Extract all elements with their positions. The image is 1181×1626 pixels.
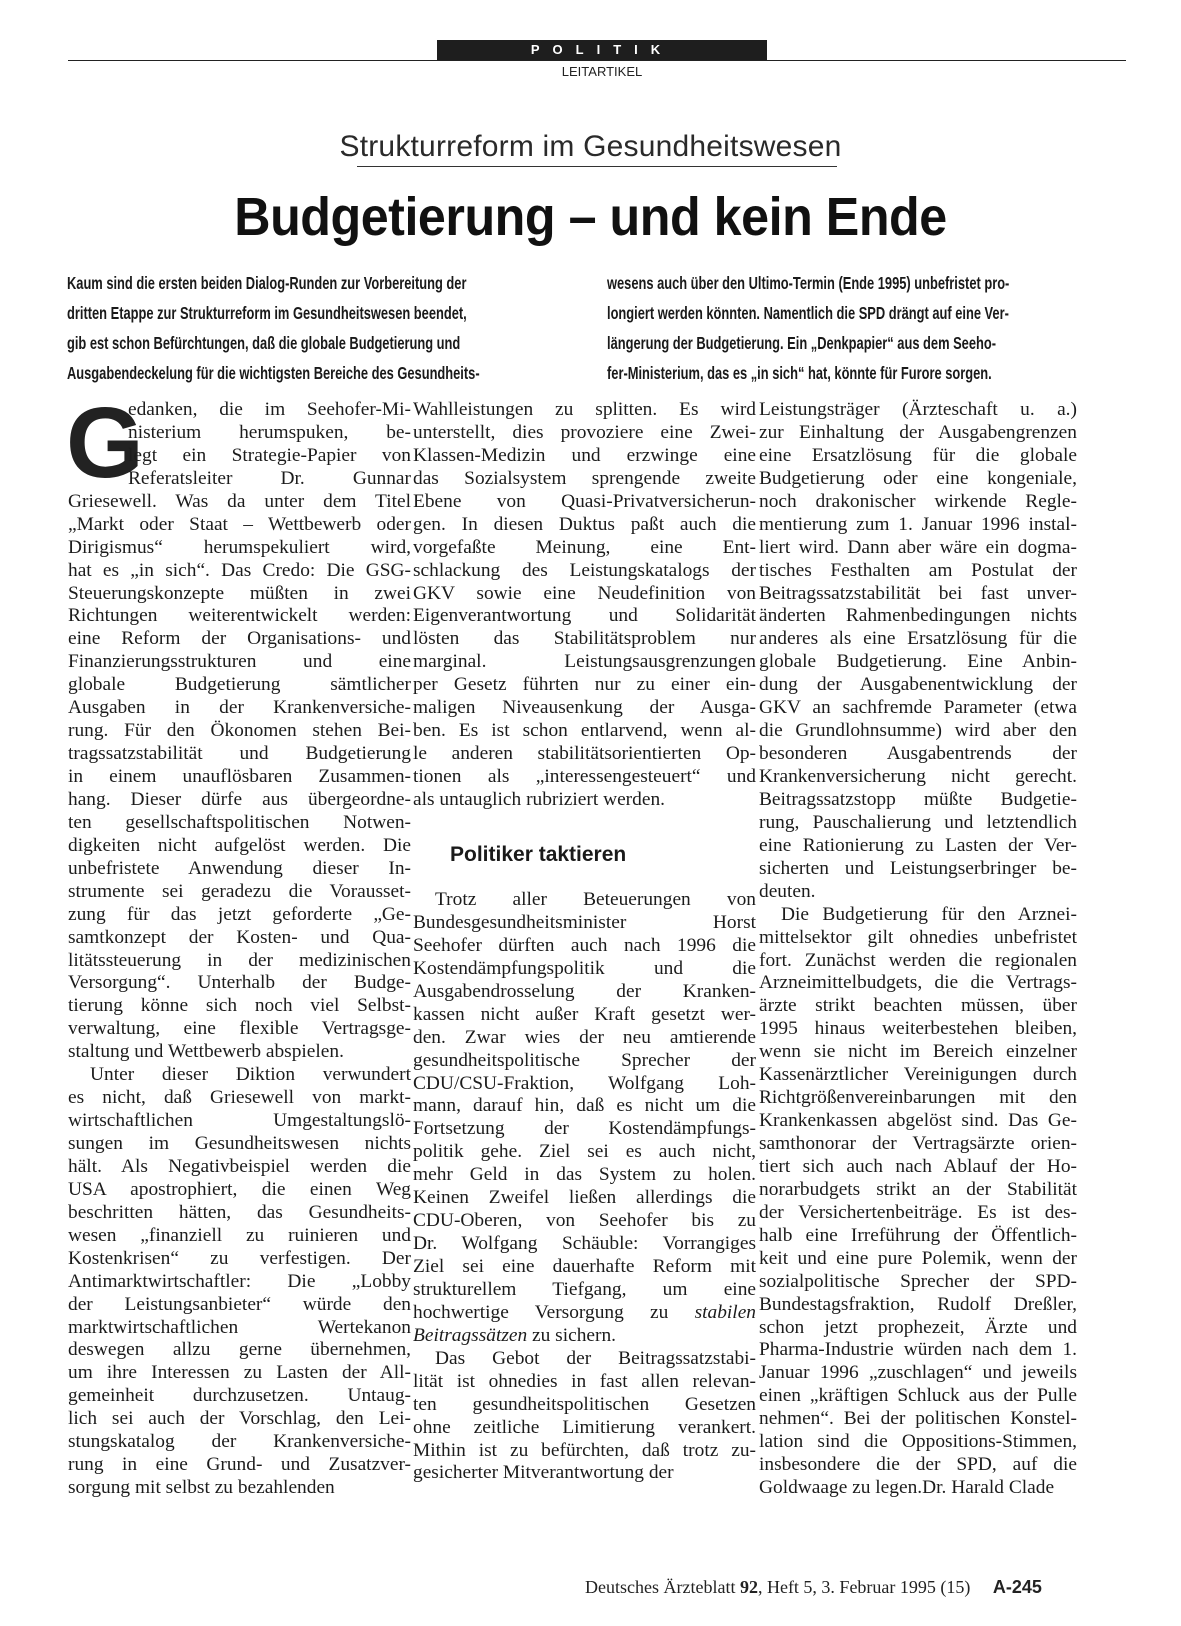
text-line: rung in eine Grund- und Zusatzver-	[68, 1454, 411, 1476]
text-line: dung der Ausgabenentwicklung der	[759, 674, 1077, 696]
italic-fragment: Beitragssätzen	[413, 1324, 528, 1346]
text-line: strumente sei geradezu die Vorausset-	[68, 880, 411, 902]
text-line: tiert sich auch nach Ablauf der Ho-	[759, 1155, 1077, 1177]
text-line: Unter dieser Diktion verwundert	[90, 1064, 411, 1086]
text-line: Budgetierung oder eine kongeniale,	[759, 467, 1077, 489]
text-line: marktwirtschaftlichen Wertekanon	[68, 1316, 411, 1338]
text-line: marginal. Leistungsausgrenzungen	[413, 651, 756, 673]
text-line: Krankenkassen abgelöst sind. Das Ge-	[759, 1110, 1077, 1132]
kicker: Strukturreform im Gesundheitswesen	[339, 130, 842, 163]
text-line: eine Ersatzlösung für die globale	[759, 444, 1077, 466]
text-line: keit und eine pure Polemik, wenn der	[759, 1247, 1077, 1269]
text-line: Eigenverantwortung und Solidarität	[413, 605, 756, 627]
text-line: Referatsleiter Dr. Gunnar	[128, 467, 411, 489]
text-line: wirtschaftlichen Umgestaltungslö-	[68, 1110, 411, 1132]
text-line: Keinen Zweifel ließen allerdings die	[413, 1187, 756, 1209]
text-line: eine Reform der Organisations- und	[68, 628, 411, 650]
text-line: gesicherter Mitverantwortung der	[413, 1462, 674, 1484]
text-line: globale Budgetierung sämtlicher	[68, 674, 411, 696]
text-line: unterstellt, dies provoziere eine Zwei-	[413, 421, 756, 443]
text-line: litätssteuerung in der medizinischen	[68, 949, 411, 971]
text-line: mentierung zum 1. Januar 1996 instal-	[759, 513, 1077, 535]
text-line: USA apostrophiert, die einen Weg	[68, 1178, 411, 1200]
text-line: Kostendämpfungspolitik und die	[413, 957, 756, 979]
text-line: „Markt oder Staat – Wettbewerb oder	[68, 513, 411, 535]
text-line: Dirigismus“ herumspekuliert wird,	[68, 536, 411, 558]
text-line: mann, darauf hin, daß es nicht um die	[413, 1095, 756, 1117]
text-line: Krankenversicherung nicht gerecht.	[759, 766, 1077, 787]
text-line: schlackung des Leistungskatalogs der	[413, 559, 756, 581]
header-rule	[68, 60, 1126, 61]
text-line: Ausgabendeckelung für die wichtigsten Bereiche des Gesundheits-	[67, 363, 480, 383]
text-line: hang. Dieser dürfe aus übergeordne-	[68, 788, 411, 810]
text-line: schon jetzt prophezeit, Ärzte und	[759, 1316, 1077, 1338]
lead-left	[67, 268, 480, 388]
body-column-2-continued	[413, 889, 756, 1485]
kicker-rule	[357, 166, 837, 167]
text-line: Die Budgetierung für den Arznei-	[781, 903, 1077, 925]
text-line: Dr. Wolfgang Schäuble: Vorrangiges	[413, 1233, 756, 1255]
text-line: ohne zeitliche Limitierung verankert.	[413, 1416, 756, 1438]
text-line: GKV an sachfremde Parameter (etwa	[759, 697, 1077, 719]
text-line: ten gesellschaftspolitischen Notwen-	[68, 811, 411, 833]
text-line: Richtgrößenvereinbarungen mit den	[759, 1087, 1077, 1109]
text-fragment: hochwertige Versorgung zu	[413, 1301, 695, 1323]
text-line: vorgefaßte Meinung, eine Ent-	[413, 536, 756, 558]
text-line: kassen nicht außer Kraft gesetzt wer-	[413, 1003, 756, 1025]
text-line: sorgung mit selbst zu bezahlenden	[68, 1477, 335, 1499]
text-line: gemeinheit durchzusetzen. Untaug-	[68, 1385, 411, 1407]
article-title: Budgetierung – und kein Ende	[234, 187, 947, 247]
text-line: Das Gebot der Beitragssatzstabi-	[435, 1347, 756, 1369]
text-line: GKV sowie eine Neudefinition von	[413, 582, 756, 604]
text-line: tisches Festhalten am Postulat der	[759, 559, 1077, 581]
text-line: Ebene von Quasi-Privatversicherun-	[413, 490, 756, 512]
text-line: Mithin ist zu befürchten, daß trotz zu-	[413, 1439, 756, 1461]
text-line: anderes als eine Ersatzlösung für die	[759, 628, 1077, 650]
text-line: Beitragssatzstabilität bei fast unver-	[759, 582, 1077, 604]
journal-name: Deutsches Ärzteblatt	[585, 1577, 736, 1597]
text-line: fer-Ministerium, das es „in sich“ hat, könnte für Furore sorgen.	[607, 363, 992, 383]
text-line: ben. Es ist schon entlarvend, wenn al-	[413, 720, 756, 742]
text-line: lösten das Stabilitätsproblem nur	[413, 628, 756, 650]
text-line: den. Zwar wies der neu amtierende	[413, 1026, 756, 1048]
text-line: die Grundlohnsumme) wird aber den	[759, 720, 1077, 742]
text-line: Januar 1996 „zuschlagen“ und jeweils	[759, 1362, 1077, 1384]
subsection-label: LEITARTIKEL	[561, 64, 643, 79]
text-fragment: zu sichern.	[527, 1324, 617, 1346]
text-line	[413, 1325, 756, 1348]
body-column-1	[66, 387, 411, 1500]
text-line: Steuerungskonzepte müßten in zwei	[68, 582, 411, 604]
lead-right	[607, 268, 1009, 388]
text-line: längerung der Budgetierung. Ein „Denkpapier“ aus dem Seeho-	[607, 333, 996, 353]
text-line: rung. Für den Ökonomen stehen Bei-	[68, 720, 411, 742]
text-line: norarbudgets strikt an der Stabilität	[759, 1178, 1077, 1200]
text-line: hat es „in sich“. Das Credo: Die GSG-	[68, 559, 411, 581]
text-line: Klassen-Medizin und erzwinge eine	[413, 444, 756, 466]
text-line: einen „kräftigen Schluck aus der Pulle	[759, 1385, 1077, 1407]
text-line: Wahlleistungen zu splitten. Es wird	[413, 399, 756, 420]
section-label: POLITIK	[437, 40, 767, 60]
text-line: tierung könne sich noch viel Selbst-	[68, 995, 411, 1017]
text-line: strukturellem Tiefgang, um eine	[413, 1278, 756, 1300]
text-line: Finanzierungsstrukturen und eine	[68, 651, 411, 673]
text-line: insbesondere die der SPD, auf die	[759, 1454, 1077, 1476]
text-line: lich sei auch der Vorschlag, den Lei-	[68, 1408, 411, 1430]
text-line: der Versichertenbeiträge. Es ist des-	[759, 1201, 1077, 1223]
text-line: als untauglich rubriziert werden.	[413, 788, 665, 810]
text-line: Kassenärztlicher Vereinigungen durch	[759, 1064, 1077, 1086]
text-line: verwaltung, eine flexible Vertragsge-	[68, 1018, 411, 1040]
text-line: hält. Als Negativbeispiel werden die	[68, 1155, 411, 1177]
text-line: mittelsektor gilt ohnedies unbefristet	[759, 926, 1077, 948]
text-line: Ausgabendrosselung der Kranken-	[413, 980, 756, 1002]
text-line: Griesewell. Was da unter dem Titel	[68, 490, 411, 512]
text-line: um ihre Interessen zu Lasten der All-	[68, 1362, 411, 1384]
text-line: das Sozialsystem sprengende zweite	[413, 467, 756, 489]
text-line: zur Einhaltung der Ausgabengrenzen	[759, 421, 1077, 443]
text-line: der Leistungsanbieter“ würde den	[68, 1293, 411, 1315]
text-line: fort. Zunächst werden die regionalen	[759, 949, 1077, 971]
text-line: nisterium herumspuken, be-	[128, 421, 411, 443]
text-line: besonderen Ausgabentrends der	[759, 743, 1077, 765]
text-line: es nicht, daß Griesewell von markt-	[68, 1087, 411, 1109]
text-line: wenn sie nicht im Bereich einzelner	[759, 1041, 1077, 1063]
text-line: le anderen stabilitätsorientierten Op-	[413, 743, 756, 765]
italic-fragment: stabilen	[694, 1301, 756, 1323]
text-line: Versorgung“. Unterhalb der Budge-	[68, 972, 411, 994]
text-line: sozialpolitische Sprecher der SPD-	[759, 1270, 1077, 1292]
text-line: gen. In diesen Duktus paßt auch die	[413, 513, 756, 535]
text-line: maligen Niveausenkung der Ausga-	[413, 697, 756, 719]
text-line: Fortsetzung der Kostendämpfungs-	[413, 1118, 756, 1140]
page-number: A-245	[992, 1577, 1042, 1597]
text-line: legt ein Strategie-Papier von	[128, 444, 411, 466]
text-line: beschritten hätten, das Gesundheits-	[68, 1201, 411, 1223]
text-line: samthonorar der Vertragsärzte orien-	[759, 1133, 1077, 1154]
text-line: lität ist ohnedies in fast allen relevan-	[413, 1370, 756, 1392]
text-line: Bundesgesundheitsminister Horst	[413, 911, 756, 933]
body-column-3	[759, 399, 1077, 1500]
text-line: digkeiten nicht aufgelöst werden. Die	[68, 834, 411, 856]
text-line: tionen als „interessengesteuert“ und	[413, 766, 756, 787]
text-line: longiert werden könnten. Namentlich die SPD drängt auf eine Ver-	[607, 303, 1009, 323]
text-line	[413, 1302, 756, 1325]
text-line: ten gesundheitspolitischen Gesetzen	[413, 1393, 756, 1415]
text-line: wesens auch über den Ultimo-Termin (Ende 1995) unbefristet pro-	[607, 273, 1010, 293]
text-line: Pharma-Industrie würden nach dem 1.	[759, 1339, 1077, 1361]
text-line: staltung und Wettbewerb abspielen.	[68, 1041, 344, 1063]
text-line: Bundestagsfraktion, Rudolf Dreßler,	[759, 1293, 1077, 1315]
text-line: Trotz aller Beteuerungen von	[435, 889, 756, 910]
text-line: Richtungen weiterentwickelt werden:	[68, 605, 411, 627]
text-line: Arzneimittelbudgets, die die Vertrags-	[759, 972, 1077, 994]
text-line: deuten.	[759, 880, 816, 902]
text-line: lation sind die Oppositions-Stimmen,	[759, 1431, 1077, 1453]
text-line: halb eine Irreführung der Öffentlich-	[759, 1224, 1077, 1246]
text-line: Kostenkrisen“ zu verfestigen. Der	[68, 1247, 411, 1269]
text-line: globale Budgetierung. Eine Anbin-	[759, 651, 1077, 673]
text-line: noch drakonischer wirkende Regle-	[759, 490, 1077, 512]
text-line: zung für das jetzt geforderte „Ge-	[68, 903, 411, 925]
text-line: sungen im Gesundheitswesen nichts	[68, 1133, 411, 1154]
text-line: rung, Pauschalierung und letztendlich	[759, 811, 1077, 833]
text-line: per Gesetz führten nur zu einer ein-	[413, 674, 756, 696]
text-line: Leistungsträger (Ärzteschaft u. a.)	[759, 399, 1077, 420]
page-footer	[585, 1577, 1042, 1598]
issue-info: , Heft 5, 3. Februar 1995 (15)	[757, 1577, 971, 1597]
text-line: Goldwaage zu legen.Dr. Harald Clade	[759, 1477, 1055, 1499]
text-line: dritten Etappe zur Strukturreform im Gesundheitswesen beendet,	[67, 303, 467, 323]
text-line: Seehofer dürften auch nach 1996 die	[413, 934, 756, 956]
text-line: Ziel sei eine dauerhafte Reform mit	[413, 1256, 756, 1277]
text-line: nehmen“. Bei der politischen Konstel-	[759, 1408, 1077, 1430]
text-line: gib est schon Befürchtungen, daß die globale Budgetierung und	[67, 333, 461, 353]
text-line: 1995 hinaus weiterbestehen bleiben,	[759, 1018, 1077, 1040]
text-line: samtkonzept der Kosten- und Qua-	[68, 926, 411, 948]
text-line: gesundheitspolitische Sprecher der	[413, 1049, 756, 1071]
text-line: CDU-Oberen, von Seehofer bis zu	[413, 1210, 756, 1232]
text-line: ärzte strikt beachten müssen, über	[759, 995, 1077, 1017]
text-line: Beitragssatzstopp müßte Budgetie-	[759, 788, 1077, 810]
text-line: Ausgaben in der Krankenversiche-	[68, 697, 411, 719]
text-line: tragssatzstabilität und Budgetierung	[68, 743, 411, 765]
text-line: mehr Geld in das System zu holen.	[413, 1164, 756, 1186]
text-line: deswegen allzu gerne übernehmen,	[68, 1339, 411, 1361]
text-line: liert wird. Dann aber wäre ein dogma-	[759, 536, 1077, 558]
volume-number: 92	[739, 1577, 758, 1597]
text-line: unbefristete Anwendung dieser In-	[68, 857, 411, 879]
text-line: CDU/CSU-Fraktion, Wolfgang Loh-	[413, 1072, 756, 1094]
text-line: politik gehe. Ziel sei es auch nicht,	[413, 1141, 756, 1163]
text-line: änderten Rahmenbedingungen nichts	[759, 605, 1077, 627]
text-line: edanken, die im Seehofer-Mi-	[128, 399, 411, 420]
text-line: eine Rationierung zu Lasten der Ver-	[759, 834, 1077, 856]
text-line: sicherten und Leistungserbringer be-	[759, 857, 1077, 879]
body-column-2	[413, 399, 756, 812]
text-line: stungskatalog der Krankenversiche-	[68, 1431, 411, 1453]
text-line: in einem unauflösbaren Zusammen-	[68, 766, 411, 787]
text-line: wesen „finanziell zu ruinieren und	[68, 1224, 411, 1246]
subheading: Politiker taktieren	[450, 843, 627, 866]
dropcap: G	[66, 387, 144, 499]
text-line: Antimarktwirtschaftler: Die „Lobby	[68, 1270, 411, 1292]
text-line: Kaum sind die ersten beiden Dialog-Runden zur Vorbereitung der	[67, 273, 467, 293]
